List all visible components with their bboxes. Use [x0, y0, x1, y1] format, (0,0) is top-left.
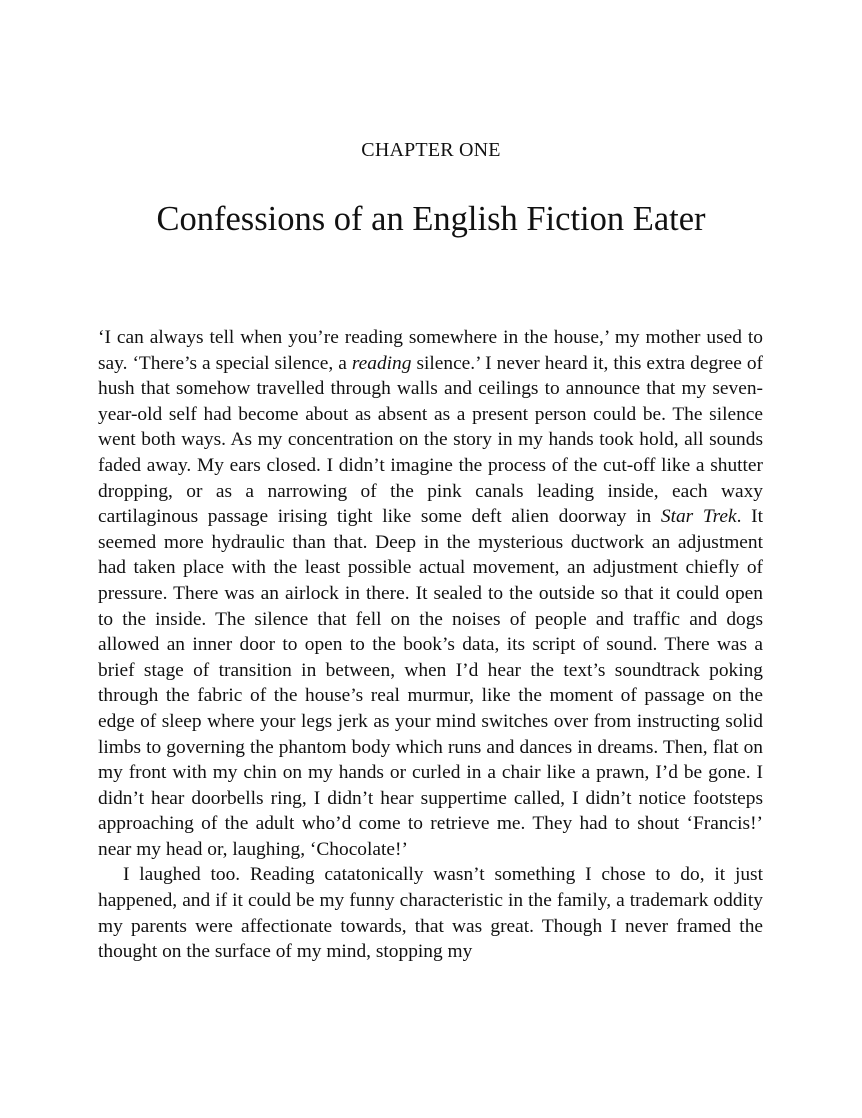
- chapter-title: Confessions of an English Fiction Eater: [156, 200, 706, 238]
- paragraph-1-text-c: . It seemed more hydraulic than that. Deep in the mysterious ductwork an adjustment had taken place with the least possible actual movement, an adjustment chiefly of pressure. There was an airlock in there. It sealed to the outside so that it could open to the inside. The silence that fell on the noises of people and traffic and dogs allowed an inner door to open to the book’s data, its script of sound. There was a brief stage of transition in between, when I’d hear the text’s soundtrack poking through the fabric of the house’s real murmur, like the moment of passage on the edge of sleep where your legs jerk as your mind switches over from instructing solid limbs to governing the phantom body which runs and dances in dreams. Then, flat on my front with my chin on my hands or curled in a chair like a prawn, I’d be gone. I didn’t hear doorbells ring, I didn’t hear suppertime called, I didn’t notice footsteps approaching of the adult who’d come to retrieve me. They had to shout ‘Francis!’ near my head or, laughing, ‘Chocolate!’: [98, 506, 763, 860]
- paragraph-1-text-b: silence.’ I never heard it, this extra degree of hush that somehow travelled through walls and ceilings to announce that my seven-year-old self had become about as absent as a present person could be. The silence went both ways. As my concentration on the story in my hands took hold, all sounds faded away. My ears closed. I didn’t imagine the process of the cut-off like a shutter dropping, or as a narrowing of the pink canals leading inside, each waxy cartilaginous passage irising tight like some deft alien doorway in: [98, 352, 764, 528]
- chapter-body: [98, 325, 763, 965]
- paragraph-1-italic-reading: reading: [351, 352, 412, 374]
- paragraph-2: I laughed too. Reading catatonically wasn’t something I chose to do, it just happened, and if it could be my funny characteristic in the family, a trademark oddity my parents were affectionate towards, that was great. Though I never framed the thought on the surface of my mind, stopping my: [98, 864, 763, 963]
- paragraph-1-text-a: ‘I can always tell when you’re reading somewhere in the house,’ my mother used to say. ‘There’s a special silence, a: [98, 327, 763, 374]
- paragraph-1: [98, 325, 763, 862]
- paragraph-1-italic-star-trek: Star Trek: [660, 506, 737, 528]
- chapter-label: CHAPTER ONE: [361, 139, 501, 161]
